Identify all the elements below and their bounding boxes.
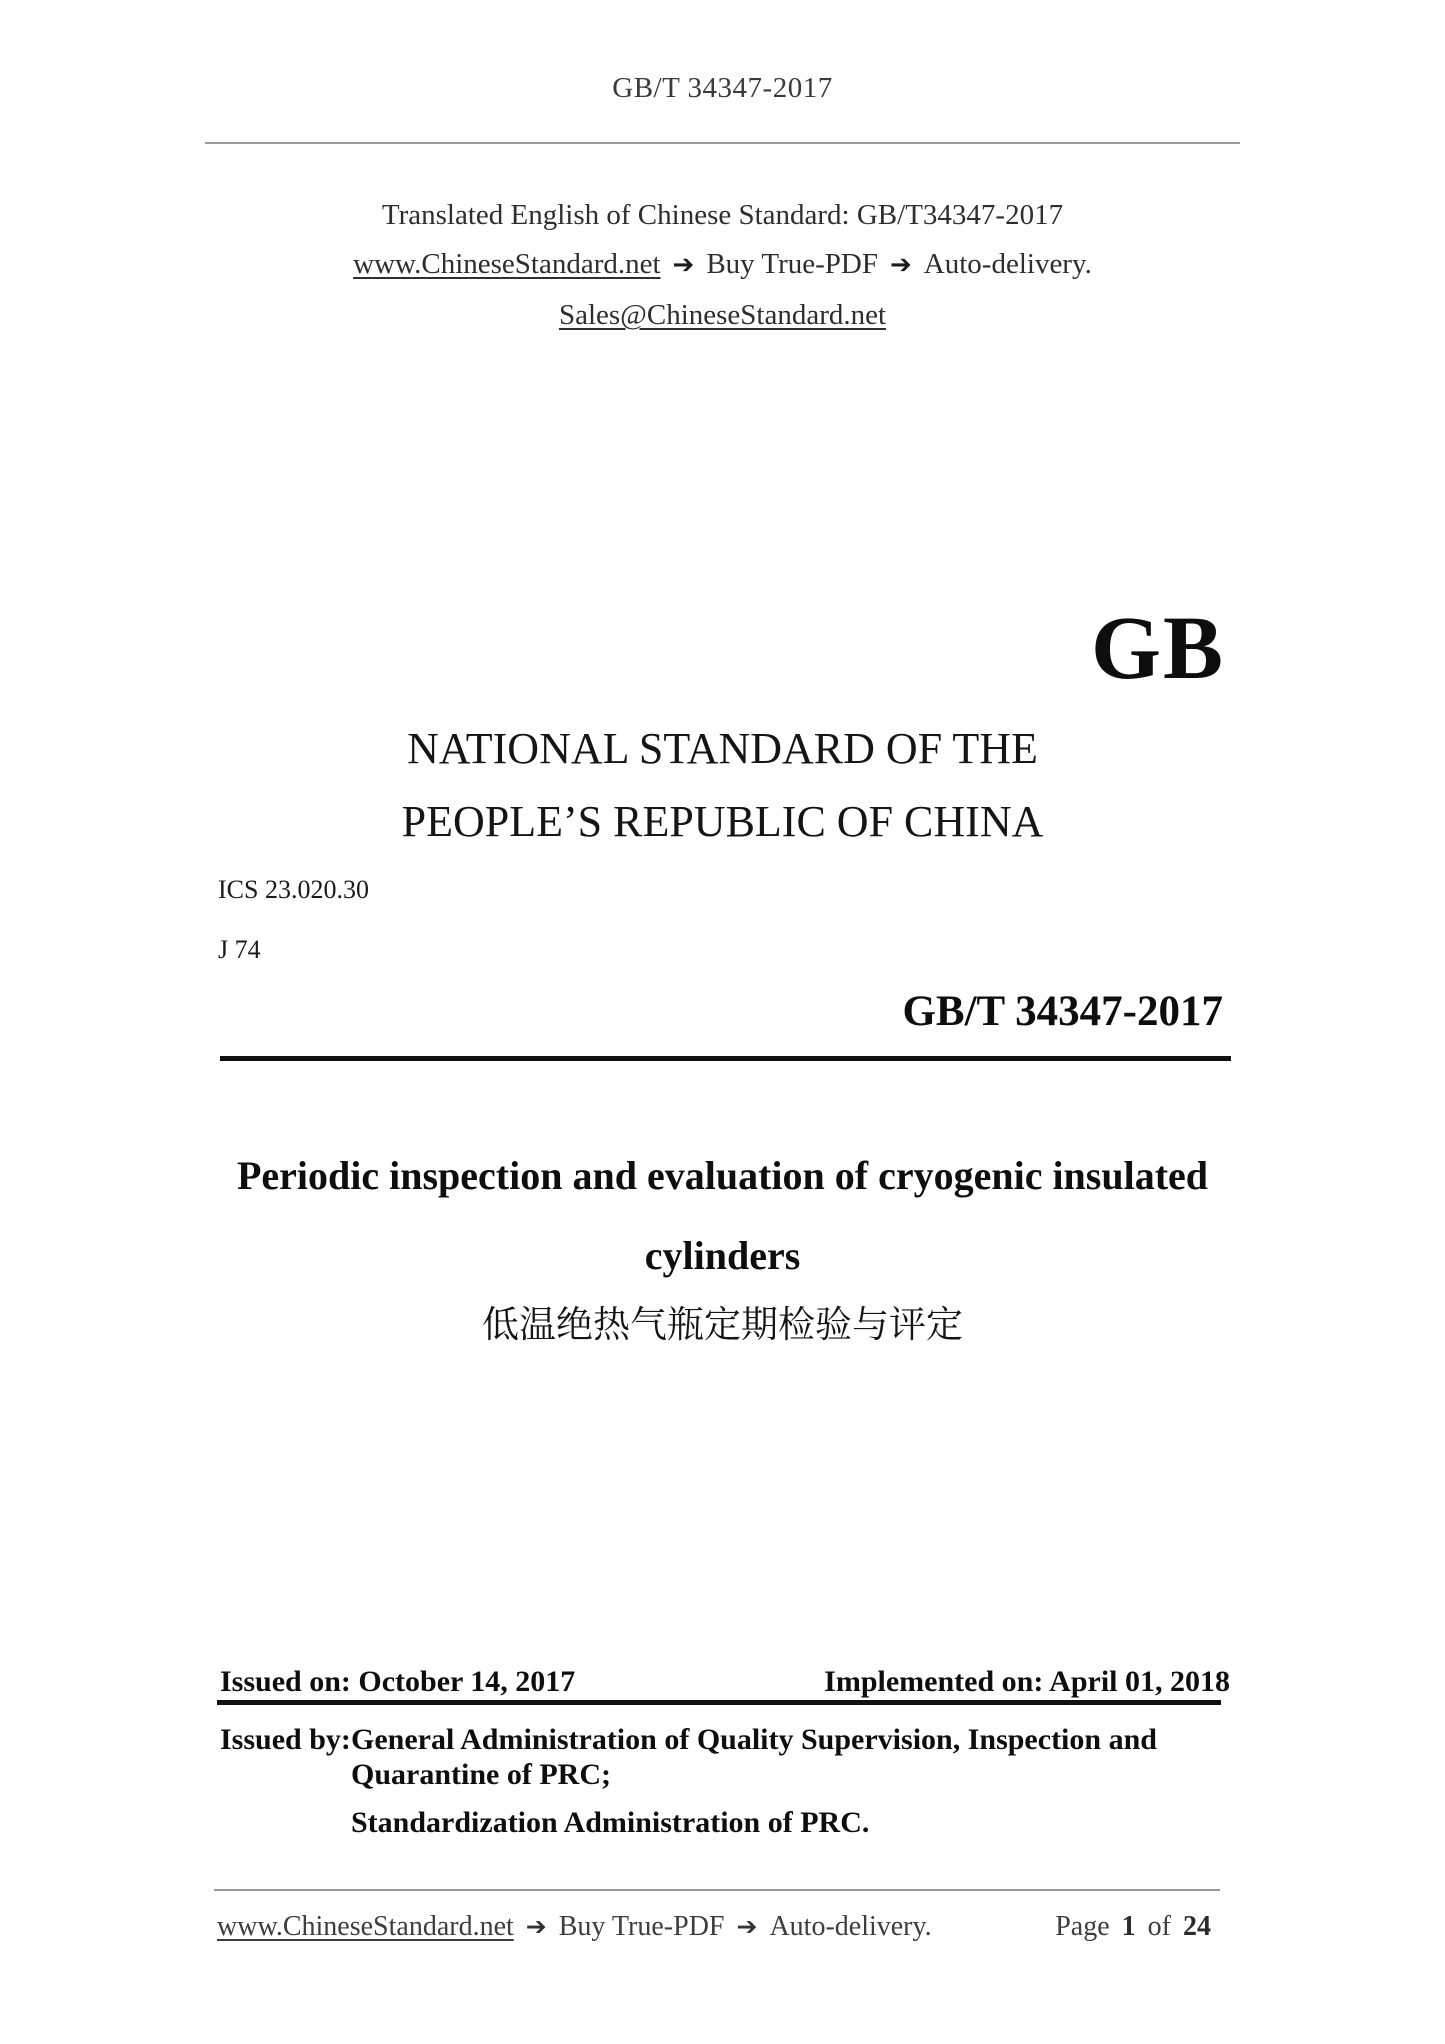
running-header-title: GB/T 34347-2017 (612, 72, 833, 104)
of-label: of (1147, 1911, 1171, 1942)
arrow-right-icon: ➔ (890, 250, 912, 280)
page-total-number: 24 (1183, 1911, 1211, 1942)
issuance-dates-row (220, 1664, 1230, 1700)
implemented-on-text: Implemented on: April 01, 2018 (824, 1665, 1230, 1698)
issuer-name-line1: General Administration of Quality Supervision, Inspection and (351, 1723, 1157, 1756)
doc-class-code: J 74 (218, 935, 261, 964)
issuance-divider-line (217, 1700, 1221, 1705)
footer-buy-info-line (217, 1910, 932, 1944)
buy-true-pdf-text: Buy True-PDF (706, 248, 878, 280)
arrow-right-icon: ➔ (736, 1912, 758, 1941)
document-title-line2: cylinders (644, 1233, 801, 1278)
issued-on-text: Issued on: October 14, 2017 (220, 1665, 576, 1698)
translated-standard-line: Translated English of Chinese Standard: GB/T34347-2017 (381, 199, 1064, 231)
email-line (0, 297, 1445, 333)
standard-number-divider-line (220, 1056, 1231, 1061)
footer-auto-delivery-text: Auto-delivery. (769, 1911, 932, 1942)
standard-number: GB/T 34347-2017 (902, 988, 1223, 1035)
footer-divider-line (214, 1889, 1220, 1891)
website-link[interactable]: www.ChineseStandard.net (353, 248, 661, 280)
buy-info-line (0, 246, 1445, 283)
national-standard-line2: PEOPLE’S REPUBLIC OF CHINA (401, 797, 1044, 846)
page-indicator (1049, 1910, 1217, 1944)
issued-by-label: Issued by: (220, 1723, 351, 1756)
ics-code: ICS 23.020.30 (218, 875, 369, 904)
header-divider-line (205, 142, 1240, 144)
gb-logo-mark: GB (1090, 599, 1225, 698)
footer-buy-true-pdf-text: Buy True-PDF (558, 1911, 725, 1942)
national-standard-line1: NATIONAL STANDARD OF THE (407, 724, 1038, 773)
auto-delivery-text: Auto-delivery. (923, 248, 1092, 280)
email-link[interactable]: Sales@ChineseStandard.net (558, 299, 887, 331)
arrow-right-icon: ➔ (672, 250, 695, 280)
issuer-name-line2: Quarantine of PRC; (351, 1758, 611, 1791)
footer-website-link[interactable]: www.ChineseStandard.net (217, 1911, 514, 1942)
page-label: Page (1055, 1911, 1110, 1942)
document-title-chinese: 低温绝热气瓶定期检验与评定 (482, 1305, 963, 1346)
issuer-name-line3: Standardization Administration of PRC. (351, 1806, 870, 1839)
arrow-right-icon: ➔ (525, 1912, 547, 1941)
page-current-number: 1 (1121, 1911, 1136, 1942)
document-title-line1: Periodic inspection and evaluation of cryogenic insulated (236, 1153, 1209, 1198)
